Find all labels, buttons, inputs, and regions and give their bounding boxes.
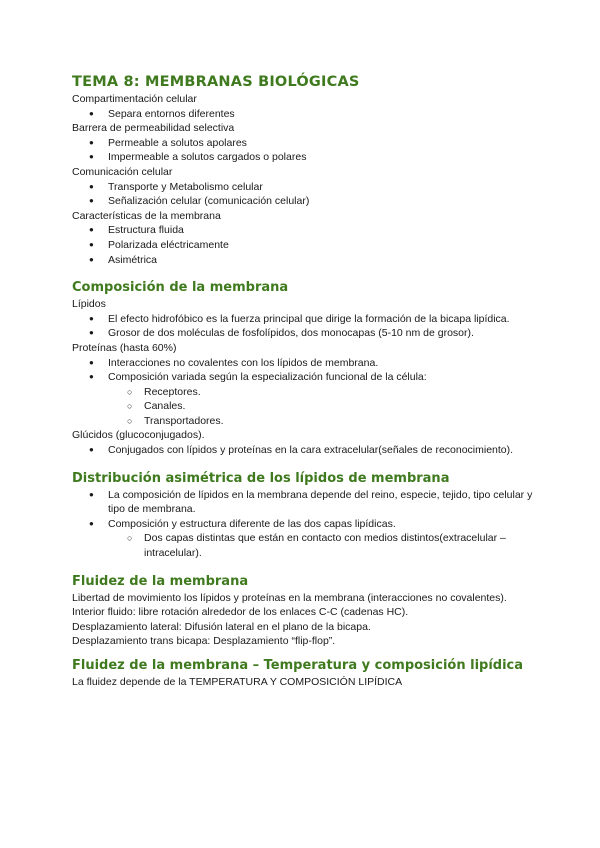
- list-item: ● Composición y estructura diferente de las dos capas lipídicas.: [89, 517, 396, 530]
- fluidez-paragraph-1: Libertad de movimiento los lípidos y proteínas en la membrana (interacciones no covalentes). Interior fluido: libre rotación alrededor de los enlaces C-C (cadenas HC).: [72, 591, 507, 619]
- bullet-icon: ●: [89, 372, 94, 382]
- list-item: ● El efecto hidrofóbico es la fuerza principal que dirige la formación de la bicapa lipídica.: [89, 312, 510, 325]
- glucidos-list: [72, 443, 542, 458]
- sub-list-item: ○ Receptores.: [127, 385, 201, 398]
- bullet-icon: ●: [89, 181, 94, 191]
- list-item: ● Composición variada según la especialización funcional de la célula:: [89, 371, 427, 384]
- intro-heading-compartimentacion: Compartimentación celular: [72, 93, 197, 105]
- list-item: ● Interacciones no covalentes con los lípidos de membrana.: [89, 356, 379, 369]
- subheading-lipidos: Lípidos: [72, 298, 106, 311]
- proteinas-list: [72, 356, 542, 429]
- list-item: ● Separa entornos diferentes: [89, 107, 235, 120]
- hollow-bullet-icon: ○: [127, 401, 133, 412]
- document-content: [72, 72, 542, 690]
- intro-heading-comunicacion: Comunicación celular: [72, 165, 173, 178]
- subheading-proteinas: Proteínas (hasta 60%): [72, 341, 177, 354]
- sub-list-item: ○ Transportadores.: [127, 414, 224, 427]
- intro-heading-barrera: Barrera de permeabilidad selectiva: [72, 122, 235, 135]
- subheading-glucidos: Glúcidos (glucoconjugados).: [72, 429, 205, 442]
- bullet-icon: ●: [89, 489, 94, 499]
- bullet-icon: ●: [89, 518, 94, 528]
- sub-list-item: ○ Canales.: [127, 400, 186, 413]
- bullet-icon: ●: [89, 137, 94, 147]
- list-item: ● Transporte y Metabolismo celular: [89, 180, 263, 193]
- bullet-icon: ●: [89, 328, 94, 338]
- intro-list-barrera: [72, 136, 542, 165]
- hollow-bullet-icon: ○: [127, 386, 133, 397]
- bullet-icon: ●: [89, 152, 94, 162]
- section-heading-fluidez: Fluidez de la membrana: [72, 573, 249, 589]
- bullet-icon: ●: [89, 196, 94, 206]
- list-item: ● Polarizada eléctricamente: [89, 238, 229, 251]
- list-item: ● Permeable a solutos apolares: [89, 136, 247, 149]
- list-item: ● Señalización celular (comunicación celular): [89, 195, 310, 208]
- bullet-icon: ●: [89, 239, 94, 249]
- intro-list-comunicacion: [72, 180, 542, 209]
- fluidez-paragraph-3: Desplazamiento trans bicapa: Desplazamiento “flip-flop”.: [72, 635, 336, 648]
- lipidos-list: [72, 312, 542, 341]
- list-item: ● Estructura fluida: [89, 224, 184, 237]
- bullet-icon: ●: [89, 357, 94, 367]
- intro-list-compartimentacion: [72, 107, 542, 122]
- bullet-icon: ●: [89, 108, 94, 118]
- hollow-bullet-icon: ○: [127, 533, 133, 544]
- list-item: ● Conjugados con lípidos y proteínas en la cara extracelular(señales de reconocimiento).: [89, 444, 514, 457]
- list-item: ● La composición de lípidos en la membrana depende del reino, especie, tejido, tipo celular y tipo de membrana.: [89, 488, 533, 516]
- section-heading-distribucion: Distribución asimétrica de los lípidos de membrana: [72, 470, 450, 486]
- intro-heading-caracteristicas: Características de la membrana: [72, 209, 221, 222]
- page-title: TEMA 8: MEMBRANAS BIOLÓGICAS: [72, 74, 360, 90]
- fluidez-paragraph-2: Desplazamiento lateral: Difusión lateral en el plano de la bicapa.: [72, 620, 371, 633]
- bullet-icon: ●: [89, 313, 94, 323]
- sub-list-item: ○ Dos capas distintas que están en contacto con medios distintos(extracelular – intracelular).: [127, 532, 506, 560]
- bullet-icon: ●: [89, 445, 94, 455]
- list-item: ● Impermeable a solutos cargados o polares: [89, 151, 307, 164]
- hollow-bullet-icon: ○: [127, 415, 133, 426]
- bullet-icon: ●: [89, 225, 94, 235]
- fluidez-temperatura-paragraph: La fluidez depende de la TEMPERATURA Y COMPOSICIÓN LIPÍDICA: [72, 676, 403, 688]
- section-heading-composicion: Composición de la membrana: [72, 280, 289, 296]
- list-item: ● Grosor de dos moléculas de fosfolípidos, dos monocapas (5-10 nm de grosor).: [89, 327, 474, 340]
- list-item: ● Asimétrica: [89, 253, 158, 266]
- section-heading-fluidez-temperatura: Fluidez de la membrana – Temperatura y composición lipídica: [72, 658, 524, 673]
- bullet-icon: ●: [89, 254, 94, 264]
- intro-list-caracteristicas: [72, 223, 542, 267]
- distribucion-list: [72, 488, 542, 561]
